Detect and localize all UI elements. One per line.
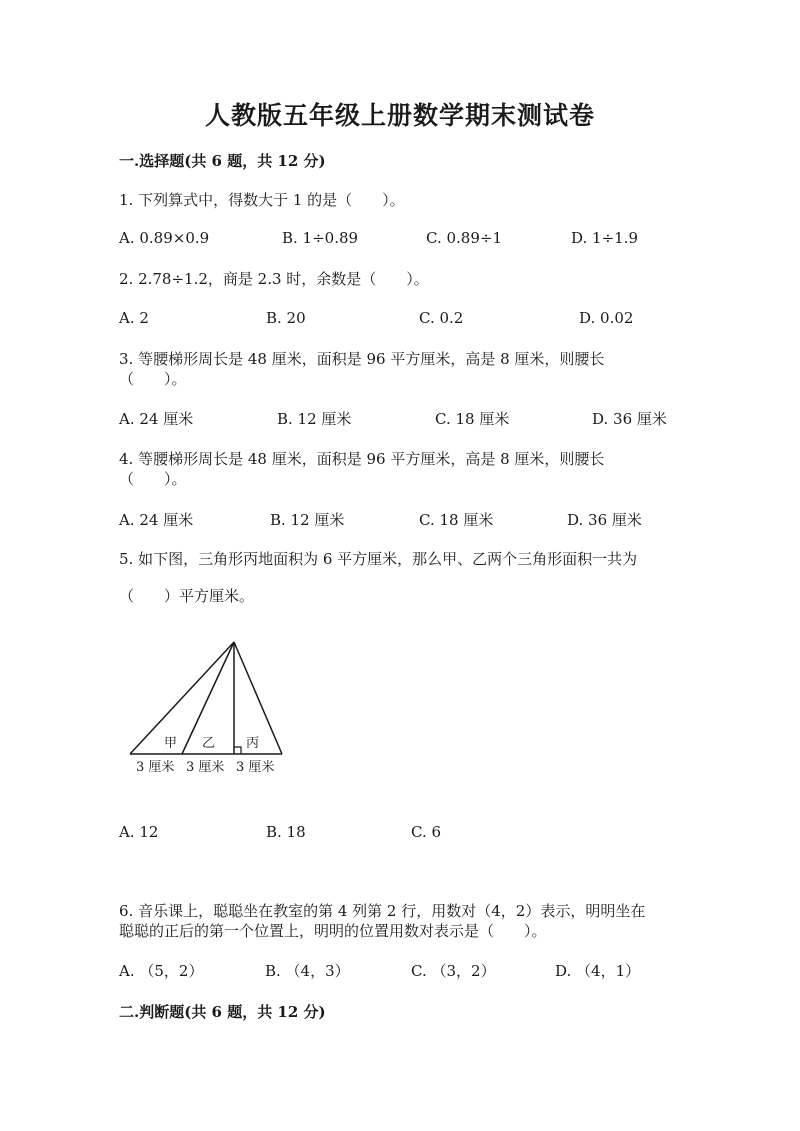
- base-label-3: 3 厘米: [236, 760, 275, 775]
- question-1-text: 1. 下列算式中，得数大于 1 的是（ ）。: [119, 191, 405, 209]
- question-2-option-b: B. 20: [266, 309, 306, 327]
- question-6-option-c: C. （3，2）: [411, 962, 496, 980]
- region-label-jia: 甲: [164, 736, 178, 751]
- question-4-text-line-2: （ ）。: [119, 470, 187, 488]
- question-5-option-a: A. 12: [119, 823, 159, 841]
- section-heading-choice: 一.选择题(共 6 题，共 12 分): [119, 152, 326, 170]
- question-6-option-b: B. （4，3）: [265, 962, 350, 980]
- question-2-option-c: C. 0.2: [419, 309, 464, 327]
- question-4-option-c: C. 18 厘米: [419, 511, 494, 529]
- question-5-option-b: B. 18: [266, 823, 306, 841]
- question-5-text-line-1: 5. 如下图，三角形丙地面积为 6 平方厘米，那么甲、乙两个三角形面积一共为: [119, 550, 638, 568]
- base-label-1: 3 厘米: [136, 760, 175, 775]
- question-3-option-a: A. 24 厘米: [119, 410, 194, 428]
- question-6-option-d: D. （4，1）: [555, 962, 641, 980]
- base-label-2: 3 厘米: [186, 760, 225, 775]
- question-6-text-line-1: 6. 音乐课上，聪聪坐在教室的第 4 列第 2 行，用数对（4，2）表示，明明坐在: [119, 902, 646, 920]
- question-5-text-line-2: （ ）平方厘米。: [119, 587, 255, 605]
- question-3-option-b: B. 12 厘米: [277, 410, 352, 428]
- triangle-left-edge: [130, 642, 234, 754]
- right-angle-mark: [234, 747, 241, 754]
- question-3-text-line-2: （ ）。: [119, 370, 187, 388]
- question-1-option-d: D. 1÷1.9: [571, 229, 638, 247]
- question-6-text-line-2: 聪聪的正后的第一个位置上，明明的位置用数对表示是（ ）。: [119, 922, 547, 940]
- question-4-text-line-1: 4. 等腰梯形周长是 48 厘米，面积是 96 平方厘米，高是 8 厘米，则腰长: [119, 450, 605, 468]
- question-3-option-d: D. 36 厘米: [592, 410, 667, 428]
- question-4-option-b: B. 12 厘米: [270, 511, 345, 529]
- question-2-option-a: A. 2: [119, 309, 149, 327]
- triangle-figure: [124, 636, 304, 786]
- question-1-option-a: A. 0.89×0.9: [119, 229, 210, 247]
- region-label-bing: 丙: [246, 736, 260, 751]
- question-1-option-c: C. 0.89÷1: [426, 229, 502, 247]
- section-heading-true-false: 二.判断题(共 6 题，共 12 分): [119, 1003, 326, 1021]
- question-3-text-line-1: 3. 等腰梯形周长是 48 厘米，面积是 96 平方厘米，高是 8 厘米，则腰长: [119, 350, 605, 368]
- question-4-option-a: A. 24 厘米: [119, 511, 194, 529]
- question-2-text: 2. 2.78÷1.2，商是 2.3 时，余数是（ ）。: [119, 270, 429, 288]
- question-3-option-c: C. 18 厘米: [435, 410, 510, 428]
- page-title: 人教版五年级上册数学期末测试卷: [204, 101, 595, 130]
- question-2-option-d: D. 0.02: [579, 309, 634, 327]
- question-4-option-d: D. 36 厘米: [567, 511, 642, 529]
- question-6-option-a: A. （5，2）: [119, 962, 204, 980]
- region-label-yi: 乙: [202, 736, 216, 751]
- question-5-option-c: C. 6: [411, 823, 442, 841]
- question-1-option-b: B. 1÷0.89: [282, 229, 359, 247]
